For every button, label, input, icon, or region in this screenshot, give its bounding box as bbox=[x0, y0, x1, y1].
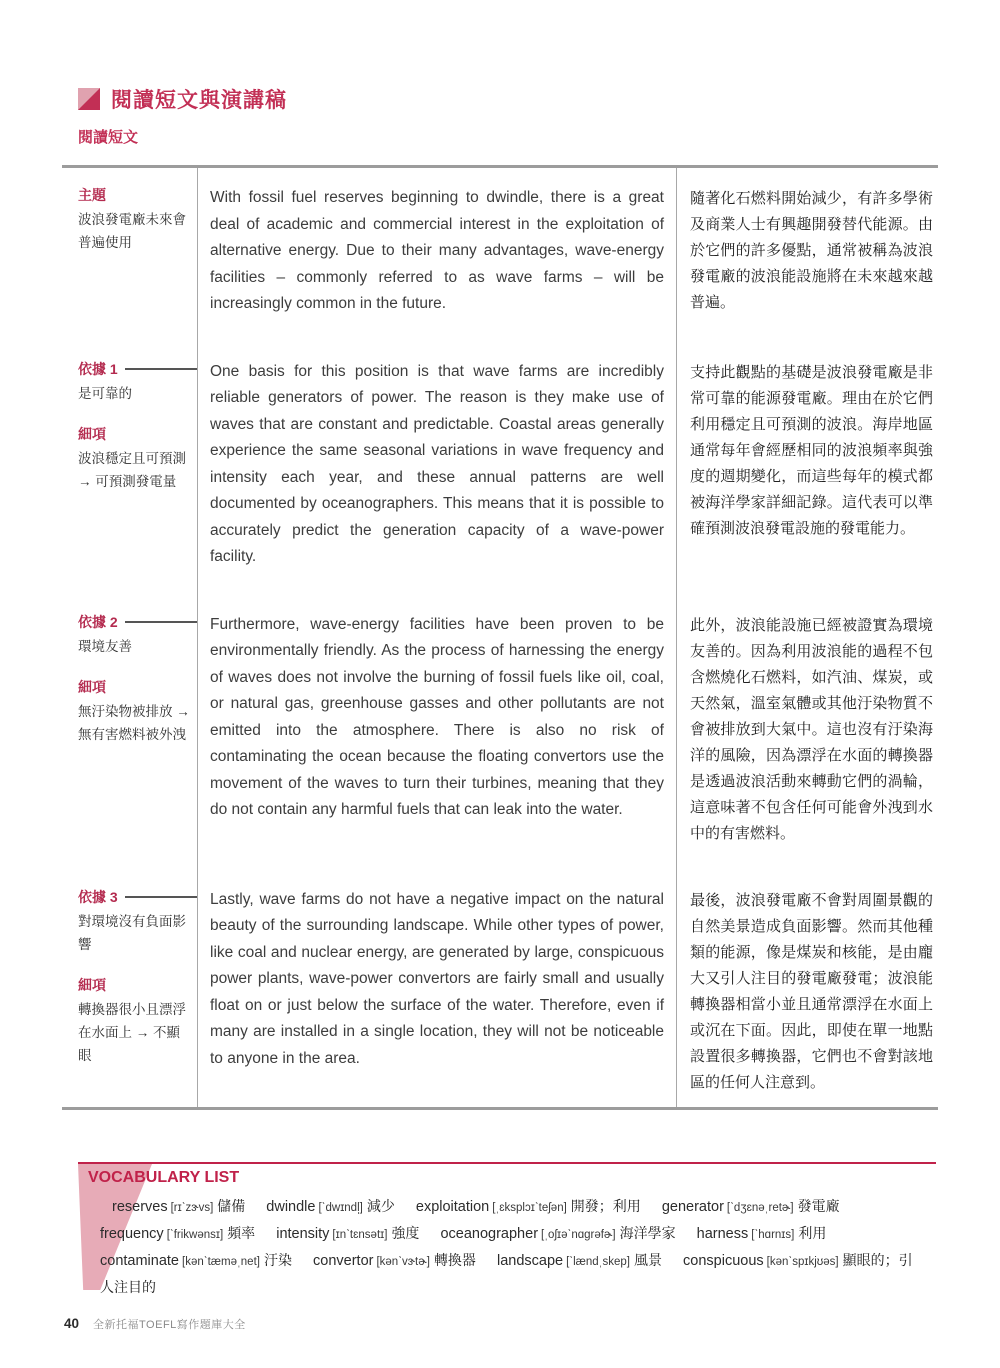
vocabulary-section bbox=[78, 1162, 936, 1301]
basis-note: 環境友善 bbox=[78, 638, 132, 654]
topic-note: 波浪發電廠未來會普遍使用 bbox=[78, 212, 186, 250]
vocab-word: convertor bbox=[313, 1253, 374, 1269]
vocab-ipa: [ˋhɑrnɪs] bbox=[751, 1229, 795, 1241]
topic-label: 主題 bbox=[78, 187, 106, 203]
vocab-meaning: 海洋學家 bbox=[619, 1226, 676, 1242]
detail-note: 轉換器很小且漂浮在水面上 → 不顯眼 bbox=[78, 1001, 186, 1063]
vocab-entry bbox=[416, 1199, 641, 1215]
vocab-meaning: 開發；利用 bbox=[570, 1199, 641, 1215]
detail-note: 波浪穩定且可預測 → 可預測發電量 bbox=[78, 450, 186, 489]
detail-note: 無汙染物被排放 → 無有害燃料被外洩 bbox=[78, 703, 190, 742]
vocab-ipa: [ˋdwɪndl̩] bbox=[318, 1202, 363, 1214]
vocab-entry bbox=[697, 1226, 827, 1242]
section-marker-icon bbox=[78, 88, 100, 110]
vocab-word: intensity bbox=[276, 1226, 330, 1242]
page-number: 40 bbox=[64, 1316, 80, 1331]
topic-label-row bbox=[78, 185, 191, 205]
basis-label-row bbox=[78, 612, 191, 632]
vocab-ipa: [kənˋspɪkjʊəs] bbox=[766, 1256, 839, 1268]
vocab-word: contaminate bbox=[100, 1253, 179, 1269]
vocab-word: exploitation bbox=[415, 1199, 490, 1215]
vocab-ipa: [ˋfrikwənsɪ] bbox=[166, 1229, 224, 1241]
connector-line bbox=[125, 896, 197, 898]
vocab-meaning: 汙染 bbox=[263, 1253, 292, 1269]
vocab-word: dwindle bbox=[266, 1199, 316, 1215]
chinese-translation: 最後，波浪發電廠不會對周圍景觀的自然美景造成負面影響。然而其他種類的能源，像是煤炭和核能，是由龐大又引人注目的發電廠發電；波浪能轉換器相當小並且通常漂浮在水面上或沉在下面。因此，即使在單一地點設置很多轉換器，它們也不會對該地區的任何人注意到。 bbox=[690, 890, 933, 1091]
connector-line bbox=[125, 621, 197, 623]
vocab-ipa: [rɪˋzɝvs] bbox=[170, 1202, 214, 1214]
vocab-entry bbox=[313, 1253, 476, 1269]
english-paragraph: One basis for this position is that wave farms are incredibly reliable generators of power. The reason is they make use of waves that are constant and predictable. Coastal areas generally experience the same seasonal variations in wave frequency and intensity each year, and these annual patterns are well documented by oceanographers. This means that it is possible to accurately predict the generation capacity of a wave-power facility. bbox=[210, 362, 664, 565]
detail-block bbox=[78, 424, 191, 493]
chinese-translation: 此外，波浪能設施已經被證實為環境友善的。因為利用波浪能的過程不包含燃燒化石燃料，如汽油、煤炭，或天然氣，溫室氣體或其他汙染物質不會被排放到大氣中。這也沒有汙染海洋的風險，因為漂浮在水面的轉換器是透過波浪活動來轉動它們的渦輪，這意味著不包含任何可能會外洩到水中的有害燃料。 bbox=[690, 615, 933, 842]
vocab-meaning: 頻率 bbox=[227, 1226, 256, 1242]
table-row-3-chinese bbox=[677, 870, 938, 1107]
basis-label: 依據 2 bbox=[78, 613, 118, 630]
vocab-entry bbox=[662, 1199, 840, 1215]
basis-note: 是可靠的 bbox=[78, 385, 132, 401]
english-paragraph: Furthermore, wave-energy facilities have been proven to be environmentally friendly. As the process of harnessing the energy of waves does not involve the burning of fossil fuels like oil, coal, or natural gas, greenhouse gasses and other pollutants are not emitted into the atmosphere. There is also no risk of contaminating the ocean because the floating convertors use the movement of the waves to turn their turbines, meaning that they do not contain any harmful fuels that can leak into the water. bbox=[210, 615, 664, 818]
basis-label-row bbox=[78, 887, 191, 907]
vocab-meaning: 儲備 bbox=[217, 1199, 246, 1215]
vocab-word: frequency bbox=[100, 1226, 164, 1242]
table-row-3-english bbox=[197, 870, 677, 1107]
table-row-2-english bbox=[197, 595, 677, 870]
book-title: 全新托福TOEFL寫作題庫大全 bbox=[93, 1319, 246, 1331]
basis-note: 對環境沒有負面影響 bbox=[78, 913, 186, 952]
detail-label: 細項 bbox=[78, 678, 106, 695]
table-row-0-chinese bbox=[677, 168, 938, 342]
section-header bbox=[78, 84, 287, 114]
vocab-list bbox=[100, 1194, 922, 1301]
vocab-word: harness bbox=[696, 1226, 749, 1242]
basis-label: 依據 1 bbox=[78, 360, 118, 377]
table-row-0-english bbox=[197, 168, 677, 342]
vocab-ipa: [kənˋvɝtɚ] bbox=[376, 1256, 430, 1268]
vocab-ipa: [ˋdʒɛnəˌretɚ] bbox=[726, 1202, 794, 1214]
vocab-meaning: 發電廠 bbox=[797, 1199, 840, 1215]
vocab-ipa: [ˌɛksplɔɪˋteʃən] bbox=[492, 1202, 567, 1214]
vocab-meaning: 利用 bbox=[798, 1226, 827, 1242]
table-row-2-chinese bbox=[677, 595, 938, 870]
detail-block bbox=[78, 975, 191, 1067]
detail-label: 細項 bbox=[78, 976, 106, 993]
vocab-meaning: 減少 bbox=[366, 1199, 395, 1215]
reading-passage-table bbox=[62, 165, 938, 1110]
vocab-word: landscape bbox=[496, 1253, 564, 1269]
vocab-ipa: [ɪnˋtɛnsətɪ] bbox=[332, 1229, 388, 1241]
vocab-word: oceanographer bbox=[440, 1226, 539, 1242]
basis-label: 依據 3 bbox=[78, 888, 118, 905]
vocab-title: VOCABULARY LIST bbox=[88, 1169, 240, 1186]
vocab-entry bbox=[100, 1253, 292, 1269]
vocab-entry bbox=[112, 1199, 245, 1215]
reading-subtitle: 閱讀短文 bbox=[78, 129, 139, 146]
vocab-meaning: 強度 bbox=[391, 1226, 420, 1242]
vocab-meaning: 風景 bbox=[634, 1253, 662, 1269]
table-row-3-labels bbox=[62, 870, 197, 1107]
table-row-1-chinese bbox=[677, 342, 938, 595]
vocab-entry bbox=[100, 1226, 255, 1242]
connector-line bbox=[125, 368, 197, 370]
table-row-0-labels bbox=[62, 168, 197, 342]
table-row-2-labels bbox=[62, 595, 197, 870]
vocab-entry bbox=[497, 1253, 662, 1269]
vocab-meaning: 轉換器 bbox=[433, 1253, 476, 1269]
chinese-translation: 隨著化石燃料開始減少，有許多學術及商業人士有興趣開發替代能源。由於它們的許多優點，通常被稱為波浪發電廠的波浪能設施將在未來越來越普遍。 bbox=[690, 189, 933, 311]
table-row-1-english bbox=[197, 342, 677, 595]
vocab-ipa: [kənˋtæməˌnet] bbox=[182, 1256, 260, 1268]
vocab-meaning: 顯眼的；引人注目的 bbox=[100, 1253, 913, 1296]
vocab-word: conspicuous bbox=[683, 1253, 764, 1269]
english-paragraph: Lastly, wave farms do not have a negative impact on the natural beauty of the surrounding landscape. While other types of power, like coal and nuclear energy, are generated by large, conspicuous power plants, wave-power convertors are fairly small and usually float on or just below the surface of the water. Therefore, even if many are installed in a single location, they will not be noticeable to anyone in the area. bbox=[210, 890, 664, 1067]
vocab-entry bbox=[266, 1199, 395, 1215]
detail-block bbox=[78, 677, 191, 746]
page-title: 閱讀短文與演講稿 bbox=[111, 89, 287, 112]
vocab-word: generator bbox=[661, 1199, 724, 1215]
english-paragraph: With fossil fuel reserves beginning to dwindle, there is a great deal of academic and commercial interest in the exploitation of alternative energy. Due to their many advantages, wave-energy facilities – commonly referred to as wave farms – will be increasingly common in the future. bbox=[210, 189, 664, 312]
page-footer bbox=[64, 1316, 246, 1332]
vocab-ipa: [ˋlændˌskep] bbox=[566, 1256, 630, 1268]
vocab-entry bbox=[276, 1226, 419, 1242]
table-row-1-labels bbox=[62, 342, 197, 595]
vocab-entry bbox=[440, 1226, 675, 1242]
chinese-translation: 支持此觀點的基礎是波浪發電廠是非常可靠的能源發電廠。理由在於它們利用穩定且可預測的波浪。海岸地區通常每年會經歷相同的波浪頻率與強度的週期變化，而這些每年的模式都被海洋學家詳細記錄。這代表可以準確預測波浪發電設施的發電能力。 bbox=[690, 362, 933, 537]
detail-label: 細項 bbox=[78, 425, 106, 442]
vocab-ipa: [ˌoʃɪəˋnɑgrəfɚ] bbox=[541, 1229, 616, 1241]
vocab-word: reserves bbox=[112, 1199, 168, 1215]
basis-label-row bbox=[78, 359, 191, 379]
